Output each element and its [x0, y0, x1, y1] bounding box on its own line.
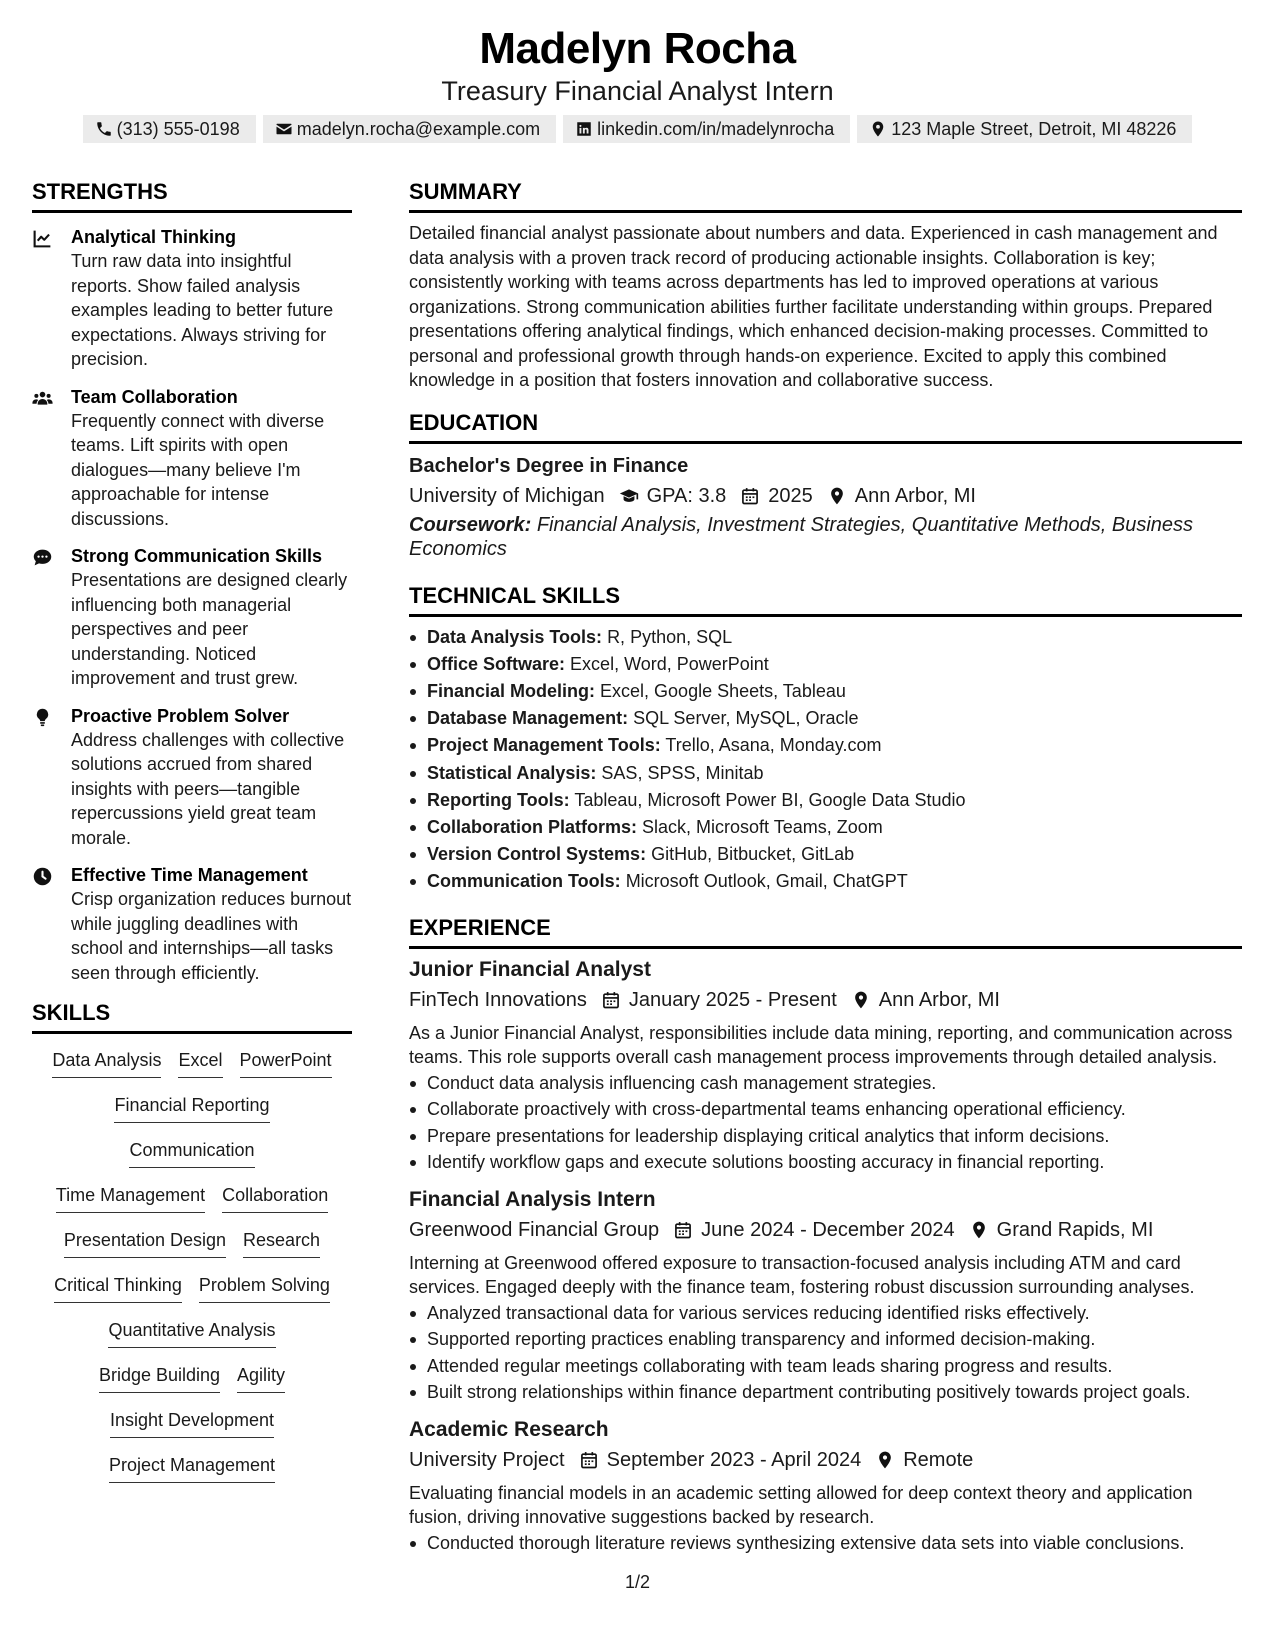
technical-skills-section: [409, 582, 1242, 896]
list-item: Prepare presentations for leadership displaying critical analytics that inform decisions.: [409, 1123, 1242, 1150]
skill-values: Tableau, Microsoft Power BI, Google Data Studio: [574, 789, 966, 810]
chart-line-icon: [32, 228, 53, 249]
map-marker-icon: [827, 486, 847, 506]
job-dates: September 2023 - April 2024: [606, 1448, 862, 1471]
job-dates: January 2025 - Present: [628, 988, 837, 1011]
phone-icon: [95, 120, 113, 138]
contact-bar: [0, 115, 1275, 143]
strength-desc: Frequently connect with diverse teams. Lift spirits with open dialogues—many believe I'm approachable for intense discussions.: [71, 410, 325, 529]
skill-category: Statistical Analysis:: [427, 762, 597, 783]
list-item: [409, 760, 1242, 787]
skill-category: Collaboration Platforms:: [427, 816, 638, 837]
skill-category: Communication Tools:: [427, 871, 621, 892]
strength-title: Analytical Thinking: [71, 227, 237, 247]
contact-address[interactable]: [857, 115, 1192, 143]
list-item: Supported reporting practices enabling transparency and informed decision-making.: [409, 1326, 1242, 1353]
job-bullets: [409, 1070, 1242, 1176]
skill-tag: PowerPoint: [240, 1048, 332, 1078]
strength-item: [32, 385, 352, 532]
skill-tag: Quantitative Analysis: [108, 1318, 275, 1348]
education-meta: [409, 481, 1242, 511]
skill-tag: Presentation Design: [64, 1228, 226, 1258]
job-title: Junior Financial Analyst: [409, 957, 651, 981]
job-company: Greenwood Financial Group: [409, 1218, 660, 1241]
skill-tag: Data Analysis: [52, 1048, 161, 1078]
skill-category: Office Software:: [427, 653, 566, 674]
strength-item: [32, 704, 352, 851]
skill-tag: Financial Reporting: [114, 1093, 269, 1123]
job-entry: [409, 1416, 1242, 1557]
calendar-icon: [673, 1220, 693, 1240]
contact-linkedin-text: linkedin.com/in/madelynrocha: [597, 118, 835, 139]
skill-values: Slack, Microsoft Teams, Zoom: [642, 816, 883, 837]
list-item: Attended regular meetings collaborating with team leads sharing progress and results.: [409, 1353, 1242, 1380]
job-location: Ann Arbor, MI: [878, 988, 1000, 1011]
strength-item: [32, 225, 352, 372]
job-meta: [409, 1215, 1242, 1245]
resume-header: [0, 22, 1275, 143]
skill-tag: Agility: [237, 1363, 285, 1393]
strength-desc: Turn raw data into insightful reports. Show failed analysis examples leading to better future expectations. Always striving for precision.: [71, 251, 334, 369]
skill-values: Excel, Google Sheets, Tableau: [600, 680, 846, 701]
strength-item: [32, 863, 352, 985]
job-title: Academic Research: [409, 1417, 609, 1441]
map-marker-icon: [869, 120, 887, 138]
skill-tag: Critical Thinking: [54, 1273, 182, 1303]
skill-tag: Insight Development: [110, 1408, 274, 1438]
skill-category: Data Analysis Tools:: [427, 626, 603, 647]
skill-values: SAS, SPSS, Minitab: [601, 762, 764, 783]
list-item: [409, 678, 1242, 705]
job-company: University Project: [409, 1448, 565, 1471]
skill-category: Project Management Tools:: [427, 735, 661, 756]
strength-desc: Address challenges with collective solutions accrued from shared insights with peers—tangible repercussions yield great team morale.: [71, 729, 345, 848]
strengths-list: [32, 225, 352, 985]
calendar-icon: [601, 990, 621, 1010]
skill-tag: Excel: [178, 1048, 222, 1078]
list-item: Built strong relationships within finance department contributing positively towards project goals.: [409, 1379, 1242, 1406]
education-section: [409, 409, 1242, 562]
skill-tag: Research: [243, 1228, 320, 1258]
strength-desc: Presentations are designed clearly influencing both managerial perspectives and peer understanding. Noticed improvement and trust grew.: [71, 570, 348, 688]
list-item: [409, 841, 1242, 868]
job-description: Interning at Greenwood offered exposure to transaction-focused analysis including ATM and card services. Engaged deeply with the finance team, fostering robust discussion surrounding analyses.: [409, 1252, 1195, 1298]
map-marker-icon: [875, 1450, 895, 1470]
job-dates: June 2024 - December 2024: [701, 1218, 955, 1241]
education-degree: Bachelor's Degree in Finance: [409, 454, 689, 477]
skill-category: Reporting Tools:: [427, 789, 570, 810]
graduation-cap-icon: [619, 486, 639, 506]
job-company: FinTech Innovations: [409, 988, 587, 1011]
education-gpa: GPA: 3.8: [646, 484, 727, 507]
job-title: Financial Analysis Intern: [409, 1187, 656, 1211]
calendar-icon: [740, 486, 760, 506]
education-heading: EDUCATION: [409, 409, 1242, 444]
skill-values: Excel, Word, PowerPoint: [570, 653, 769, 674]
strengths-heading: STRENGTHS: [32, 178, 352, 213]
candidate-title: Treasury Financial Analyst Intern: [441, 76, 834, 106]
list-item: Conducted thorough literature reviews synthesizing extensive data sets into viable conclusions.: [409, 1530, 1242, 1557]
strength-item: [32, 544, 352, 691]
skill-tag: Time Management: [56, 1183, 205, 1213]
job-meta: [409, 985, 1242, 1015]
contact-email[interactable]: [263, 115, 556, 143]
strength-title: Effective Time Management: [71, 865, 308, 885]
list-item: [409, 868, 1242, 895]
list-item: [409, 651, 1242, 678]
skill-values: R, Python, SQL: [607, 626, 733, 647]
lightbulb-icon: [32, 707, 53, 728]
contact-address-text: 123 Maple Street, Detroit, MI 48226: [891, 118, 1177, 139]
contact-email-text: madelyn.rocha@example.com: [296, 118, 541, 139]
summary-text: Detailed financial analyst passionate about numbers and data. Experienced in cash management and data analysis with a proven track record of producing actionable insights. Collaboration is key; consistently working with teams across departments has led to improved operations at various organizations. Strong communication abilities further facilitate understanding within groups. Prepared presentations offering analytical findings, which enhanced decision-making processes. Committed to personal and professional growth through hands-on experience. Excited to apply this combined knowledge in a position that fosters innovation and collaborative success.: [409, 223, 1218, 390]
candidate-name: Madelyn Rocha: [479, 24, 796, 73]
skills-heading: SKILLS: [32, 999, 352, 1034]
skill-values: Trello, Asana, Monday.com: [665, 735, 882, 756]
map-marker-icon: [851, 990, 871, 1010]
job-location: Grand Rapids, MI: [996, 1218, 1154, 1241]
job-location: Remote: [903, 1448, 974, 1471]
list-item: [409, 732, 1242, 759]
summary-heading: SUMMARY: [409, 178, 1242, 213]
job-meta: [409, 1445, 1242, 1475]
skill-tag: Project Management: [109, 1453, 275, 1483]
strength-desc: Crisp organization reduces burnout while juggling deadlines with school and internships—all tasks seen through efficiently.: [71, 889, 352, 983]
left-column: [32, 178, 352, 1498]
strength-title: Proactive Problem Solver: [71, 705, 290, 726]
list-item: [409, 814, 1242, 841]
calendar-icon: [579, 1450, 599, 1470]
education-year: 2025: [768, 484, 813, 507]
contact-phone-text: (313) 555-0198: [116, 118, 240, 139]
skill-tags: [32, 1048, 352, 1498]
linkedin-icon: [575, 120, 593, 138]
skill-category: Database Management:: [427, 708, 629, 729]
comment-icon: [32, 547, 53, 568]
experience-section: [409, 914, 1242, 1557]
contact-linkedin[interactable]: [563, 115, 850, 143]
experience-heading: EXPERIENCE: [409, 914, 1242, 949]
skill-tag: Collaboration: [222, 1183, 328, 1213]
contact-phone[interactable]: [83, 115, 256, 143]
job-entry: [409, 956, 1242, 1176]
coursework-label: Coursework:: [409, 513, 532, 536]
right-column: [409, 178, 1242, 1556]
page-number: 1/2: [624, 1572, 651, 1592]
users-icon: [32, 388, 53, 409]
envelope-icon: [275, 120, 293, 138]
skill-values: GitHub, Bitbucket, GitLab: [651, 844, 855, 865]
education-coursework: [409, 513, 1242, 562]
strength-title: Team Collaboration: [71, 386, 238, 407]
technical-skills-heading: TECHNICAL SKILLS: [409, 582, 1242, 617]
education-location: Ann Arbor, MI: [854, 484, 976, 507]
strength-title: Strong Communication Skills: [71, 546, 323, 566]
skills-section: [32, 999, 352, 1498]
list-item: [409, 624, 1242, 651]
list-item: [409, 787, 1242, 814]
skill-category: Version Control Systems:: [427, 844, 647, 865]
skill-values: SQL Server, MySQL, Oracle: [633, 708, 859, 729]
clock-icon: [32, 866, 53, 887]
technical-skills-list: [409, 624, 1242, 896]
list-item: Collaborate proactively with cross-departmental teams enhancing operational efficiency.: [409, 1096, 1242, 1123]
list-item: [409, 705, 1242, 732]
job-bullets: [409, 1530, 1242, 1557]
job-entry: [409, 1186, 1242, 1406]
skill-tag: Bridge Building: [99, 1363, 220, 1393]
skill-values: Microsoft Outlook, Gmail, ChatGPT: [625, 871, 908, 892]
skill-tag: Communication: [129, 1138, 254, 1168]
list-item: Analyzed transactional data for various services reducing identified risks effectively.: [409, 1300, 1242, 1327]
job-bullets: [409, 1300, 1242, 1406]
skill-tag: Problem Solving: [199, 1273, 330, 1303]
map-marker-icon: [969, 1220, 989, 1240]
education-school: University of Michigan: [409, 484, 605, 507]
skill-category: Financial Modeling:: [427, 680, 596, 701]
job-description: As a Junior Financial Analyst, responsibilities include data mining, reporting, and communication across teams. This role supports overall cash management process improvements through detailed analysis.: [409, 1022, 1233, 1068]
job-description: Evaluating financial models in an academic setting allowed for deep context theory and application fusion, driving innovative suggestions backed by research.: [409, 1482, 1193, 1528]
list-item: Identify workflow gaps and execute solutions boosting accuracy in financial reporting.: [409, 1149, 1242, 1176]
coursework-text: Financial Analysis, Investment Strategies, Quantitative Methods, Business Economics: [409, 513, 1194, 560]
list-item: Conduct data analysis influencing cash management strategies.: [409, 1070, 1242, 1097]
